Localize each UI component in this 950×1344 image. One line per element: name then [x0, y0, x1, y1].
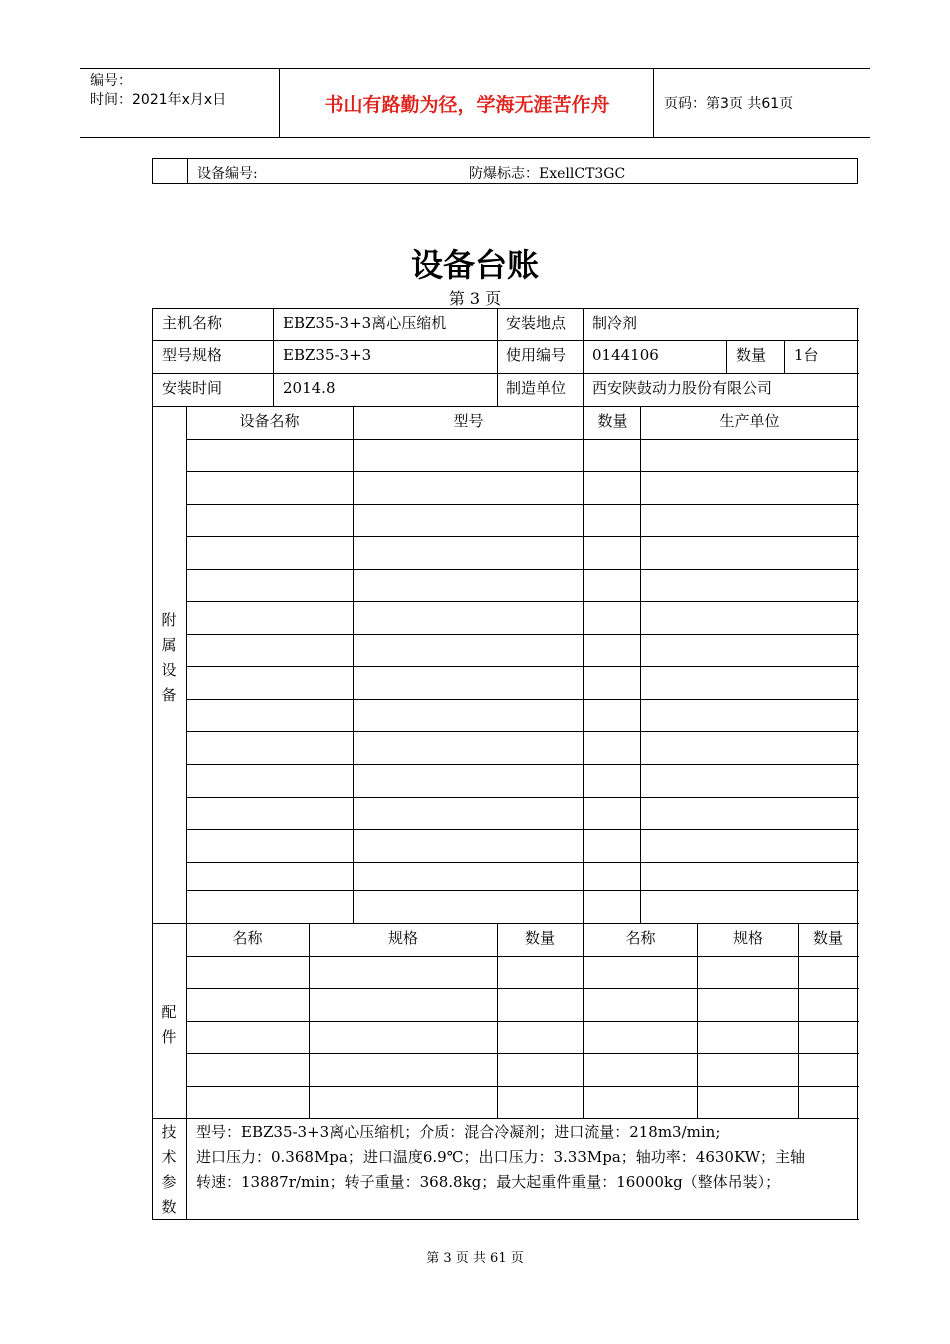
location-value: 制冷剂 [592, 314, 638, 332]
grid-line [186, 1086, 859, 1087]
grid-line [186, 634, 859, 635]
grid-line [583, 406, 584, 924]
grid-line [186, 731, 859, 732]
page-title: 设备台账 [410, 246, 539, 284]
grid-line [353, 406, 354, 924]
grid-line [152, 373, 859, 374]
parts-side-label [152, 1000, 186, 1050]
tech-side-char: 参 [161, 1173, 177, 1191]
grid-line [186, 890, 859, 891]
grid-line [186, 1053, 859, 1054]
grid-line [497, 308, 498, 407]
install-time-label: 安装时间 [162, 379, 223, 397]
use-number-label: 使用编号 [506, 346, 567, 364]
page-number-label: 第 3 页 [448, 289, 502, 308]
grid-line [186, 536, 859, 537]
accessory-header-model: 型号 [453, 412, 484, 430]
header-motto: 书山有路勤为径，学海无涯苦作舟 [281, 69, 654, 137]
grid-line [152, 308, 153, 1220]
grid-line [186, 406, 187, 1220]
host-name-label: 主机名称 [162, 314, 223, 332]
header-page-code: 页码：第3页 共61页 [664, 96, 794, 112]
grid-line [497, 923, 498, 1119]
page-footer: 第 3 页 共 61 页 [426, 1251, 524, 1266]
grid-line [583, 923, 584, 1119]
host-name-value: EBZ35-3+3离心压缩机 [283, 314, 447, 332]
tech-side-char: 术 [161, 1148, 177, 1166]
grid-line [583, 308, 584, 407]
grid-line [152, 308, 859, 309]
grid-line [186, 829, 859, 830]
accessory-side-char: 设 [161, 661, 177, 679]
grid-line [784, 340, 785, 374]
grid-line [186, 797, 859, 798]
maker-label: 制造单位 [506, 379, 567, 397]
parts-header-name-2: 名称 [625, 929, 656, 947]
accessory-header-qty: 数量 [597, 412, 628, 430]
tech-params [196, 1120, 852, 1195]
grid-line [640, 406, 641, 924]
tech-side-label [152, 1120, 186, 1220]
grid-line [273, 308, 274, 407]
install-time-value: 2014.8 [283, 379, 336, 397]
location-label: 安装地点 [506, 314, 567, 332]
grid-line [186, 1021, 859, 1022]
grid-line [186, 439, 859, 440]
device-line-box [153, 159, 188, 183]
grid-line [186, 471, 859, 472]
parts-header-name: 名称 [232, 929, 263, 947]
header-meta [80, 69, 280, 137]
grid-line [186, 862, 859, 863]
parts-header-spec-2: 规格 [732, 929, 763, 947]
tech-side-char: 技 [161, 1123, 177, 1141]
accessory-side-char: 附 [161, 611, 177, 629]
grid-line [697, 923, 698, 1119]
tech-line: 转速：13887r/min；转子重量：368.8kg；最大起重件重量：16000kg（整体吊装）； [196, 1173, 781, 1191]
device-number-label: 设备编号: [197, 166, 258, 182]
parts-header-qty-2: 数量 [812, 929, 843, 947]
explosion-mark: 防爆标志：ExellCT3GC [469, 166, 626, 182]
accessory-side-char: 属 [161, 636, 177, 654]
tech-side-char: 数 [161, 1198, 177, 1216]
grid-line [186, 666, 859, 667]
accessory-side-char: 备 [161, 686, 177, 704]
use-number-value: 0144106 [592, 346, 659, 364]
grid-line [186, 956, 859, 957]
tech-line: 进口压力：0.368Mpa；进口温度6.9℃；出口压力：3.33Mpa；轴功率：4630KW；主轴 [196, 1148, 806, 1166]
grid-line [152, 923, 859, 924]
grid-line [152, 340, 859, 341]
number-label: 编号： [90, 73, 132, 89]
grid-line [152, 1118, 859, 1119]
tech-line: 型号：EBZ35-3+3离心压缩机；介质：混合冷凝剂；进口流量：218m3/min; [196, 1123, 721, 1141]
grid-line [186, 569, 859, 570]
grid-line [152, 1219, 859, 1220]
model-value: EBZ35-3+3 [283, 346, 372, 364]
grid-line [186, 601, 859, 602]
page-header [80, 68, 870, 138]
grid-line [152, 406, 859, 407]
maker-value: 西安陕鼓动力股份有限公司 [592, 379, 773, 397]
grid-line [726, 340, 727, 374]
accessory-side-label [152, 608, 186, 708]
grid-line [186, 699, 859, 700]
device-line [152, 158, 858, 184]
quantity-value: 1台 [794, 346, 819, 364]
accessory-header-name: 设备名称 [239, 412, 300, 430]
parts-header-spec: 规格 [387, 929, 418, 947]
grid-line [798, 923, 799, 1119]
quantity-label: 数量 [736, 346, 767, 364]
grid-line [186, 764, 859, 765]
parts-side-char: 配 [161, 1003, 177, 1021]
parts-header-qty: 数量 [524, 929, 555, 947]
ledger-table [152, 308, 858, 1220]
model-label: 型号规格 [162, 346, 223, 364]
grid-line [186, 988, 859, 989]
grid-line [309, 923, 310, 1119]
time-label: 时间：2021年x月x日 [90, 92, 227, 108]
parts-side-char: 件 [161, 1028, 177, 1046]
grid-line [186, 504, 859, 505]
accessory-header-maker: 生产单位 [719, 412, 780, 430]
